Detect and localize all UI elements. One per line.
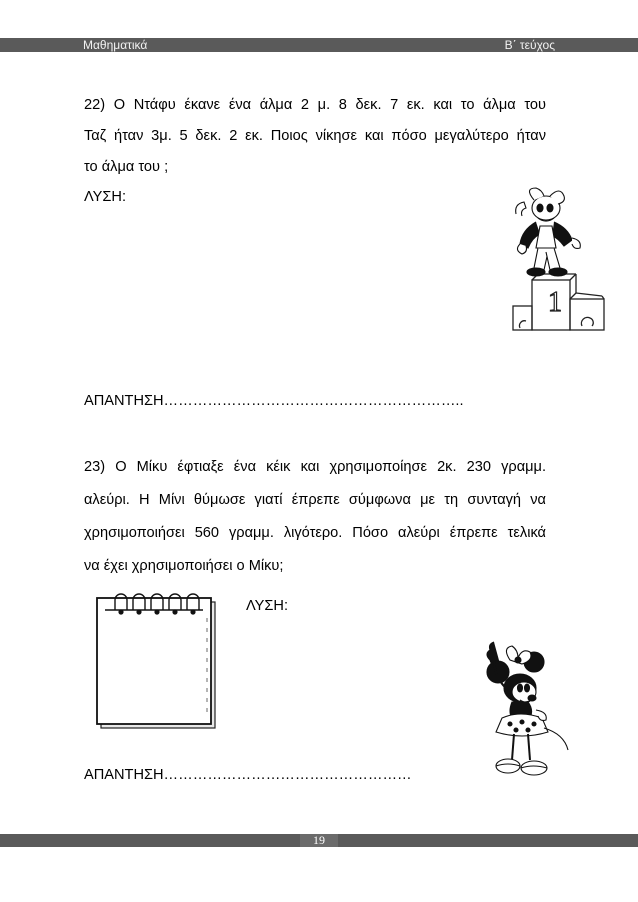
notepad-icon <box>95 588 220 730</box>
problem-23-line-4: να έχει χρησιμοποιήσει ο Μίκυ; <box>84 558 284 574</box>
podium-number: 1 <box>548 287 562 318</box>
minnie-mouse-icon <box>480 638 576 782</box>
problem-23-line-2: αλεύρι. Η Μίνι θύμωσε γιατί έπρεπε σύμφωνα με τη συνταγή να <box>84 492 546 508</box>
problem-22-answer-line: ΑΠΑΝΤΗΣΗ…………………………………………………….. <box>84 393 464 409</box>
header-subject: Μαθηματικά <box>83 38 148 52</box>
problem-22-line-2: Ταζ ήταν 3μ. 5 δεκ. 2 εκ. Ποιος νίκησε και πόσο μεγαλύτερο ήταν <box>84 128 546 144</box>
header-volume: Β΄ τεύχος <box>504 38 555 52</box>
page-number: 19 <box>300 834 338 847</box>
problem-23-solution-label: ΛΥΣΗ: <box>246 598 289 614</box>
problem-22-solution-label: ΛΥΣΗ: <box>84 189 127 205</box>
problem-23-line-3: χρησιμοποιήσει 560 γραμμ. λιγότερο. Πόσο αλεύρι έπρεπε τελικά <box>84 525 546 541</box>
problem-23-answer-line: ΑΠΑΝΤΗΣΗ…………………………………………… <box>84 767 412 783</box>
problem-22-line-1: 22) Ο Ντάφυ έκανε ένα άλμα 2 μ. 8 δεκ. 7 εκ. και το άλμα του <box>84 97 546 113</box>
cartoon-on-podium-icon <box>510 186 606 332</box>
problem-22-line-3: το άλμα του ; <box>84 159 169 175</box>
problem-23-line-1: 23) Ο Μίκυ έφτιαξε ένα κέικ και χρησιμοποίησε 2κ. 230 γραμμ. <box>84 459 546 475</box>
